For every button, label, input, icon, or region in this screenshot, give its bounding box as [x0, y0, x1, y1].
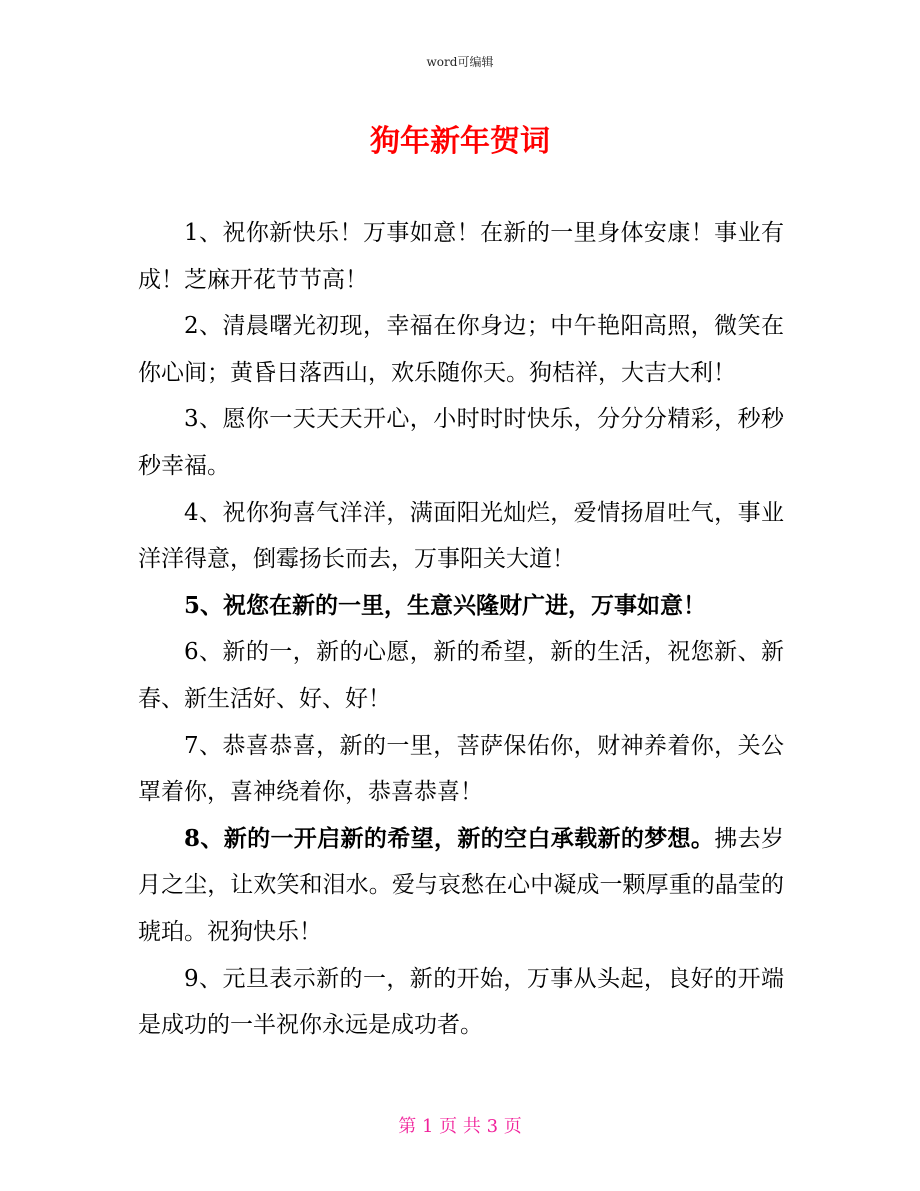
paragraph-text: 4、祝你狗喜气洋洋，满面阳光灿烂，爱情扬眉吐气，事业洋洋得意，倒霉扬长而去，万事阳关大道！ — [138, 499, 784, 573]
document-title: 狗年新年贺词 — [370, 124, 550, 159]
paragraph-3 — [138, 396, 784, 489]
paragraph-bold: 5、祝您在新的一里，生意兴隆财广进，万事如意！ — [184, 591, 707, 619]
paragraph-text: 3、愿你一天天天开心，小时时时快乐，分分分精彩，秒秒秒幸福。 — [138, 406, 784, 479]
paragraph-9 — [138, 956, 784, 1049]
paragraph-4 — [138, 490, 784, 583]
paragraph-7 — [138, 723, 784, 816]
paragraph-text: 1、祝你新快乐！万事如意！在新的一里身体安康！事业有成！芝麻开花节节高！ — [138, 220, 784, 293]
paragraph-text: 拂去岁月之尘，让欢笑和泪水。爱与哀愁在心中凝成一颗厚重的晶莹的琥珀。祝狗快乐！ — [138, 825, 784, 945]
page-header: word可编辑 — [426, 55, 494, 69]
document-body — [138, 210, 784, 1049]
paragraph-8 — [138, 816, 784, 956]
paragraph-2 — [138, 303, 784, 396]
paragraph-1 — [138, 210, 784, 303]
paragraph-text: 2、清晨曙光初现，幸福在你身边；中午艳阳高照，微笑在你心间；黄昏日落西山，欢乐随你天。狗桔祥，大吉大利！ — [138, 313, 784, 386]
page-number-footer: 第 1 页 共 3 页 — [398, 1116, 522, 1137]
paragraph-6 — [138, 629, 784, 722]
paragraph-text: 9、元旦表示新的一，新的开始，万事从头起，良好的开端是成功的一半祝你永远是成功者。 — [138, 965, 784, 1039]
paragraph-text: 6、新的一，新的心愿，新的希望，新的生活，祝您新、新春、新生活好、好、好！ — [138, 639, 784, 712]
paragraph-text: 7、恭喜恭喜，新的一里，菩萨保佑你，财神养着你，关公罩着你，喜神绕着你，恭喜恭喜！ — [138, 732, 784, 806]
paragraph-bold: 8、新的一开启新的希望，新的空白承载新的梦想。 — [184, 824, 715, 852]
paragraph-5 — [138, 583, 784, 630]
